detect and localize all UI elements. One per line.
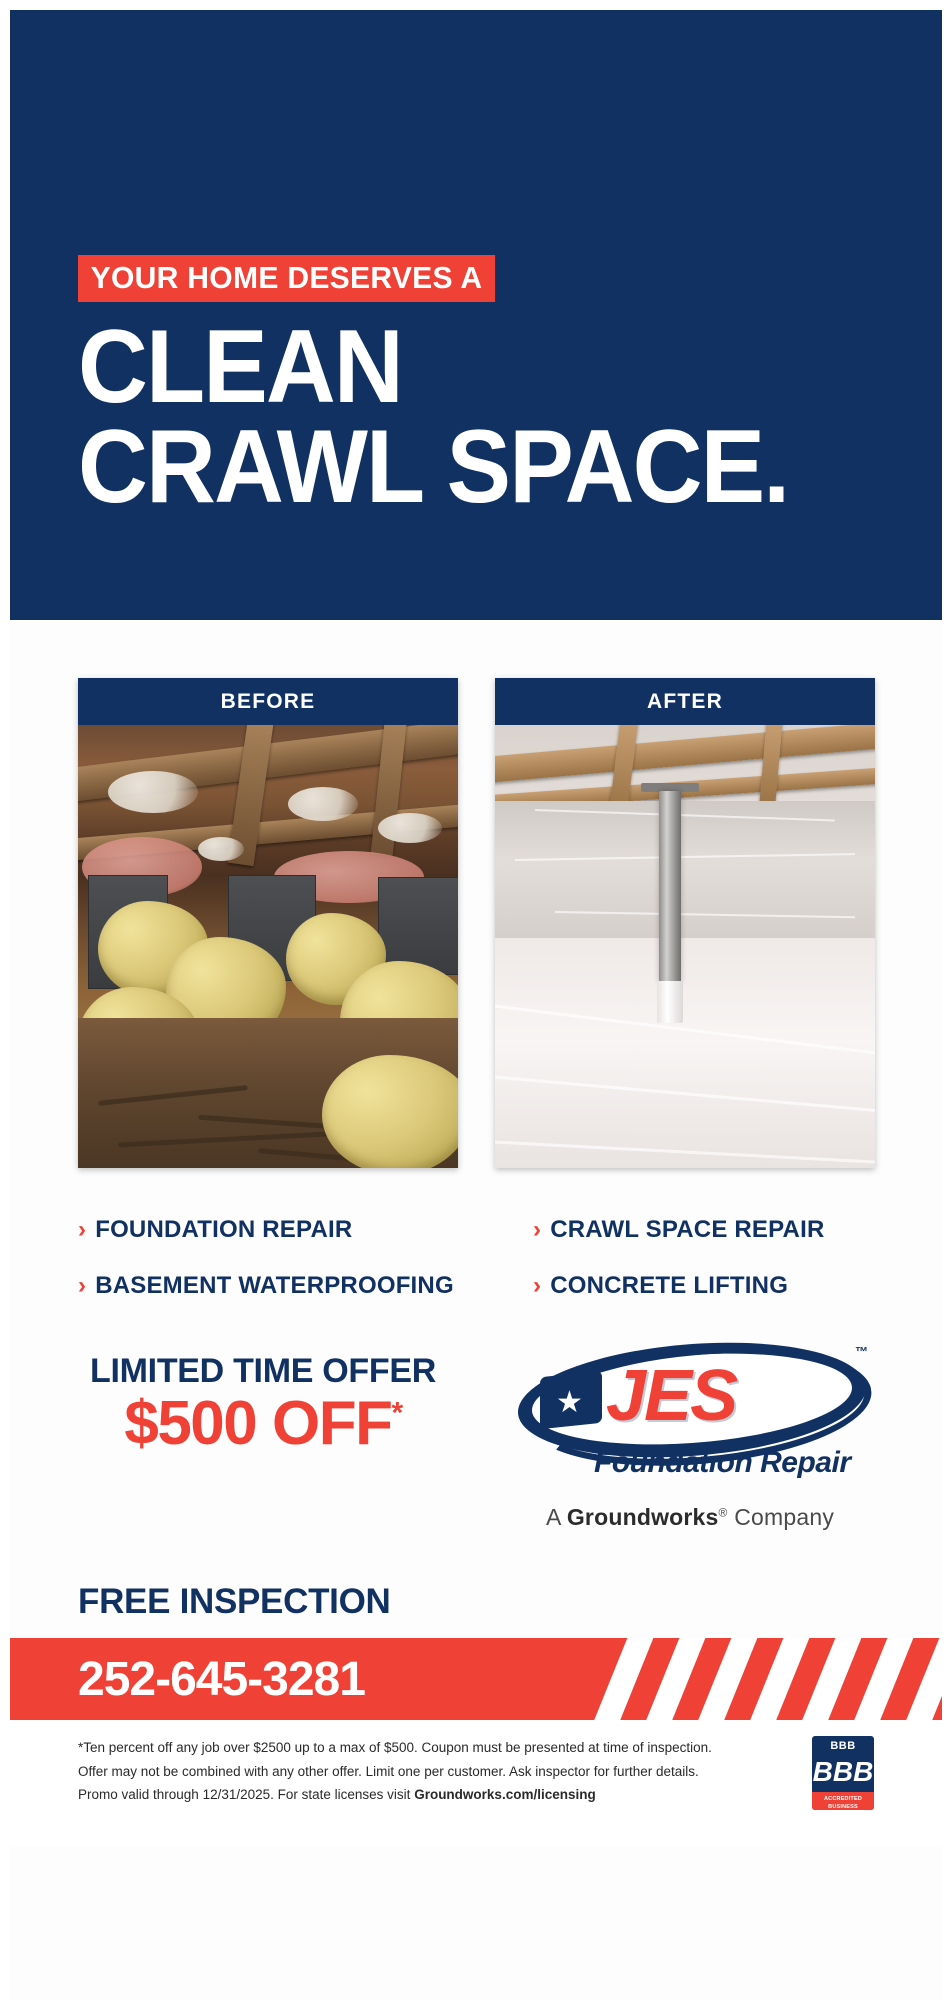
ad-container xyxy=(10,10,942,2000)
stripe-decoration xyxy=(796,1638,866,1720)
stripe-decoration xyxy=(848,1638,918,1720)
star-icon: ★ xyxy=(556,1386,583,1419)
before-label: BEFORE xyxy=(78,678,458,725)
service-item-concrete-lifting[interactable] xyxy=(533,1272,874,1300)
phone-number[interactable]: 252-645-3281 xyxy=(78,1653,365,1706)
asterisk-marker: * xyxy=(391,1396,402,1430)
hero-eyebrow: YOUR HOME DESERVES A xyxy=(78,255,495,302)
service-label: CONCRETE LIFTING xyxy=(550,1272,789,1299)
hero-headline-line-2: CRAWL SPACE. xyxy=(78,408,789,525)
after-photo-card xyxy=(495,678,875,1168)
fine-print-line-1: *Ten percent off any job over $2500 up to a max of $500. Coupon must be presented at time of inspection. xyxy=(78,1740,712,1755)
hero-headline xyxy=(78,309,789,525)
bbb-mark: BBB xyxy=(812,1756,874,1787)
chevron-right-icon: › xyxy=(533,1272,542,1299)
service-item-foundation-repair[interactable] xyxy=(78,1216,533,1244)
hero-section xyxy=(10,10,942,620)
limited-time-offer-label: LIMITED TIME OFFER xyxy=(90,1352,436,1390)
bbb-footer-label: ACCREDITED BUSINESS xyxy=(812,1792,874,1810)
stripe-decoration xyxy=(692,1638,762,1720)
fine-print-section xyxy=(10,1720,942,1846)
services-list xyxy=(10,1216,942,1300)
parent-company-line xyxy=(510,1504,870,1531)
service-label: FOUNDATION REPAIR xyxy=(95,1216,353,1243)
bbb-accredited-badge xyxy=(812,1736,874,1810)
service-item-crawl-space-repair[interactable] xyxy=(533,1216,874,1244)
fine-print-line-3-text: Promo valid through 12/31/2025. For state licenses visit xyxy=(78,1787,415,1803)
logo-brand-text: JES xyxy=(606,1356,737,1436)
bbb-top-label: BBB xyxy=(830,1740,856,1752)
service-label: BASEMENT WATERPROOFING xyxy=(95,1272,454,1299)
body-section xyxy=(10,678,942,1846)
hero-headline-line-1: CLEAN xyxy=(78,309,402,425)
chevron-right-icon: › xyxy=(533,1216,542,1243)
after-photo-image xyxy=(495,725,875,1168)
discount-value: $500 OFF xyxy=(124,1389,392,1458)
after-label: AFTER xyxy=(495,678,875,725)
service-label: CRAWL SPACE REPAIR xyxy=(550,1216,825,1243)
before-photo-card xyxy=(78,678,458,1168)
licensing-link[interactable]: Groundworks.com/licensing xyxy=(414,1787,596,1803)
parent-brand: Groundworks xyxy=(566,1504,719,1530)
hero-text-block xyxy=(78,255,842,525)
jes-logo xyxy=(510,1338,870,1498)
offer-text-block xyxy=(78,1352,478,1456)
before-photo-image xyxy=(78,725,458,1168)
parent-prefix: A xyxy=(545,1504,567,1530)
stripe-decoration xyxy=(588,1638,658,1720)
before-after-gallery xyxy=(10,678,942,1178)
stripe-decoration xyxy=(744,1638,814,1720)
discount-amount xyxy=(78,1391,448,1456)
chevron-right-icon: › xyxy=(78,1216,87,1243)
free-inspection-label: FREE INSPECTION xyxy=(78,1582,391,1621)
phone-bar[interactable] xyxy=(10,1638,942,1720)
offer-section xyxy=(10,1344,942,1572)
stripe-decoration xyxy=(640,1638,710,1720)
fine-print-line-3 xyxy=(78,1785,750,1805)
parent-suffix: Company xyxy=(734,1504,835,1530)
fine-print-line-2: Offer may not be combined with any other offer. Limit one per customer. Ask inspector for further details. xyxy=(78,1763,699,1779)
chevron-right-icon: › xyxy=(78,1272,87,1299)
trademark-icon: ™ xyxy=(855,1344,868,1359)
service-item-basement-waterproofing[interactable] xyxy=(78,1272,533,1300)
logo-tagline: Foundation Repair xyxy=(594,1446,851,1479)
registered-icon: ® xyxy=(718,1505,728,1520)
